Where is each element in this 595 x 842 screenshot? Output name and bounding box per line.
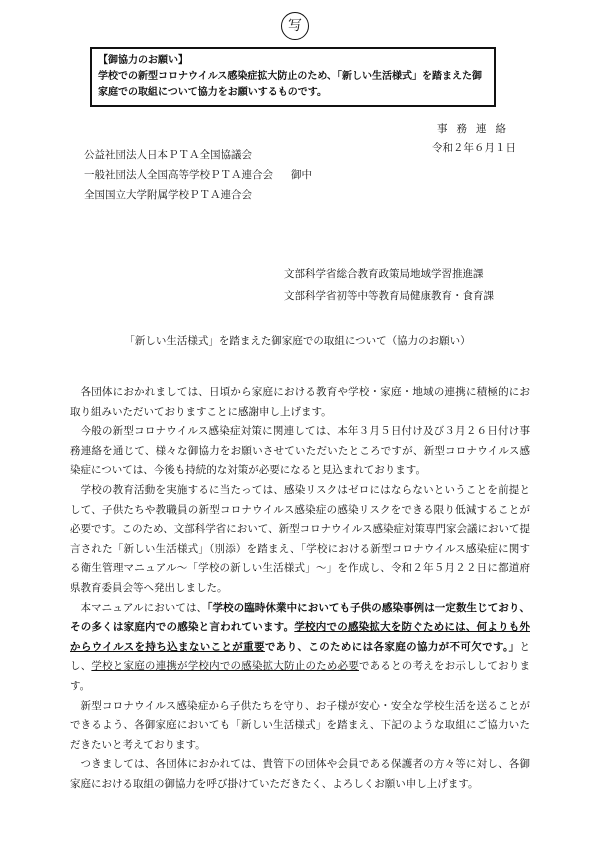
cooperation-notice-box xyxy=(90,47,496,107)
p4-quote-bold-end: であり、このためには各家庭の協力が不可欠です。」 xyxy=(264,640,520,653)
notice-body: 学校での新型コロナウイルス感染症拡大防止のため、「新しい生活様式」を踏まえた御家庭での取組について協力をお願いするものです。 xyxy=(98,71,482,98)
document-subject: 「新しい生活様式」を踏まえた御家庭での取組について（協力のお願い） xyxy=(124,335,471,347)
recipient-honorific: 御中 xyxy=(291,169,312,181)
body-paragraph-5: 新型コロナウイルス感染症から子供たちを守り、お子様が安心・安全な学校生活を送ることができるよう、各御家庭においても「新しい生活様式」を踏まえ、下記のような取組にご協力いただきたいと考えております。 xyxy=(70,699,530,751)
sender-line-1: 文部科学省総合教育政策局地域学習推進課 xyxy=(284,268,484,280)
p4-intro: 本マニュアルにおいては、 xyxy=(80,601,208,614)
recipient-line-1: 公益社団法人日本ＰＴＡ全国協議会 xyxy=(84,149,252,161)
document-type: 事務連絡 xyxy=(437,123,515,135)
document-body xyxy=(70,383,530,794)
p4-connector: とし、 xyxy=(70,640,530,673)
sender-line-2: 文部科学省初等中等教育局健康教育・食育課 xyxy=(284,290,494,302)
recipient-line-3: 全国国立大学附属学校ＰＴＡ連合会 xyxy=(84,189,252,201)
p4-quote-bold-underlined: 学校内での感染拡大を防ぐためには、何よりも外からウイルスを持ち込まないことが重要 xyxy=(70,621,530,653)
body-paragraph-1: 各団体におかれましては、日頃から家庭における教育や学校・家庭・地域の連携に積極的にお取り組みいただいておりますことに感謝申し上げます。 xyxy=(70,386,530,418)
senders-block xyxy=(284,263,494,307)
document-date: 令和２年６月１日 xyxy=(432,142,516,154)
notice-title: 【御協力のお願い】 xyxy=(98,55,188,66)
body-paragraph-4 xyxy=(70,599,530,697)
copy-stamp: 写 xyxy=(281,12,309,40)
p4-quote-bold: 「学校の臨時休業中においても子供の感染事例は一定数生じており、その多くは家庭内での感染と言われています。 xyxy=(70,601,530,634)
recipient-line-2-name: 一般社団法人全国高等学校ＰＴＡ連合会 xyxy=(84,169,273,181)
body-paragraph-3: 学校の教育活動を実施するに当たっては、感染リスクはゼロにはならないということを前提として、子供たちや教職員の新型コロナウイルス感染症の感染リスクをできる限り低減することが必要です。このため、文部科学省において、新型コロナウイルス感染症対策専門家会議において提言された「新しい生活様式」（別添）を踏まえ、「学校における新型コロナウイルス感染症に関する衛生管理マニュアル～「学校の新しい生活様式」～」を作成し、令和２年５月２２日に都道府県教育委員会等へ発出しました。 xyxy=(70,483,530,594)
body-paragraph-6: つきましては、各団体におかれては、貴管下の団体や会員である保護者の方々等に対し、各御家庭における取組の御協力を呼び掛けていただきたく、よろしくお願い申し上げます。 xyxy=(70,758,530,790)
recipients-block xyxy=(84,145,312,205)
p4-underlined-phrase: 学校と家庭の連携が学校内での感染拡大防止のため必要 xyxy=(91,660,359,673)
p4-closing: であるとの考えをお示ししております。 xyxy=(70,660,531,692)
body-paragraph-2: 今般の新型コロナウイルス感染症対策に関連しては、本年３月５日付け及び３月２６日付け事務連絡を通じて、様々な御協力をお願いさせていただいたところですが、新型コロナウイルス感染症については、今後も持続的な対策が必要になると見込まれております。 xyxy=(70,425,530,477)
recipient-line-2 xyxy=(84,165,312,185)
